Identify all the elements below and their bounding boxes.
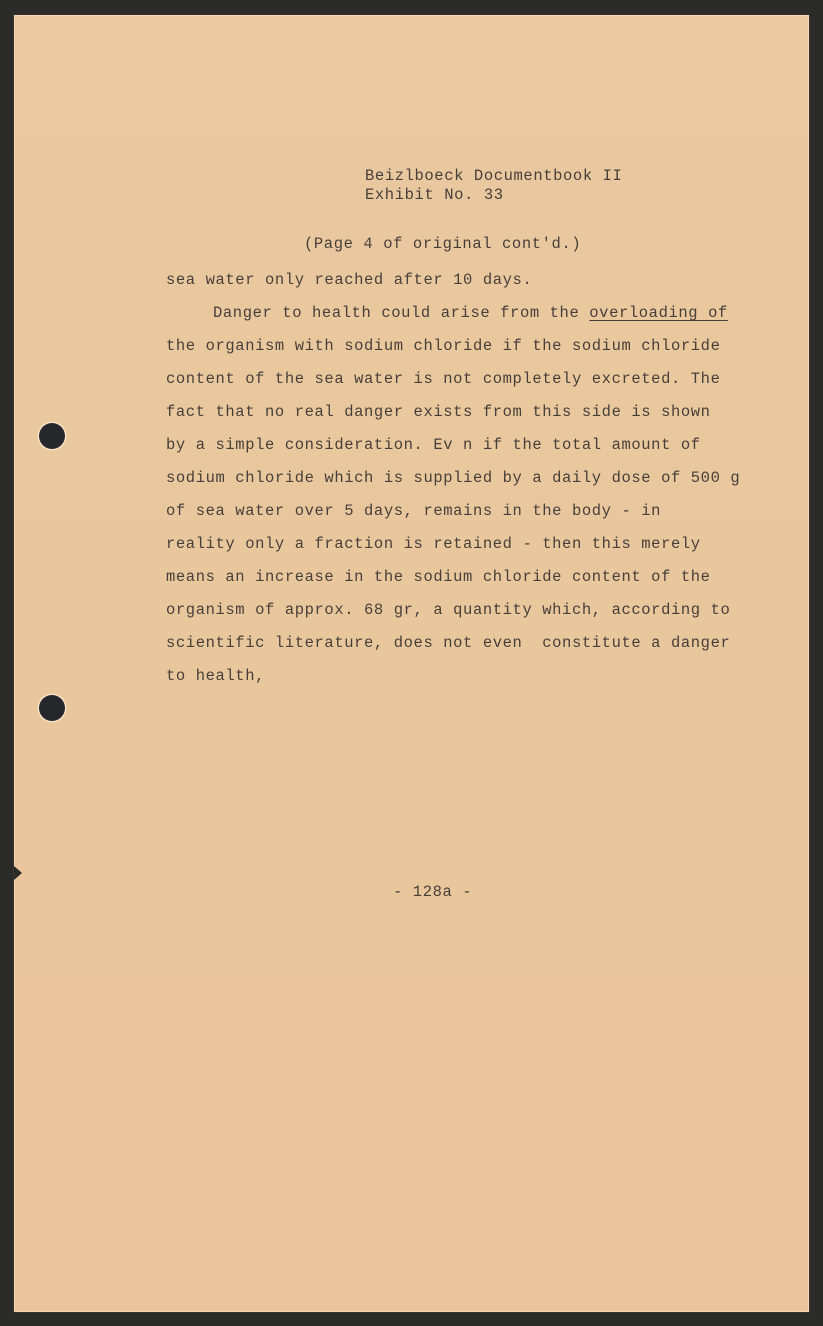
body-line-3: the organism with sodium chloride if the sodium chloride — [166, 337, 721, 355]
documentbook-title: Beizlboeck Documentbook II — [365, 167, 623, 185]
body-line-9: reality only a fraction is retained - then this merely — [166, 535, 701, 553]
body-line-4: content of the sea water is not completely excreted. The — [166, 370, 721, 388]
body-line-13: to health, — [166, 667, 266, 685]
edge-tear-mark — [14, 866, 22, 880]
body-line-2 — [213, 304, 728, 322]
body-line-11: organism of approx. 68 gr, a quantity which, according to — [166, 601, 731, 619]
punch-hole-top — [39, 423, 65, 449]
body-line-8: of sea water over 5 days, remains in the body - in — [166, 502, 662, 520]
body-line-12: scientific literature, does not even constitute a danger — [166, 634, 731, 652]
body-line-6: by a simple consideration. Ev n if the total amount of — [166, 436, 701, 454]
continuation-note: (Page 4 of original cont'd.) — [304, 235, 582, 253]
punch-hole-bottom — [39, 695, 65, 721]
body-line-7: sodium chloride which is supplied by a daily dose of 500 g — [166, 469, 741, 487]
underlined-phrase: overloading of — [589, 304, 728, 322]
body-line-10: means an increase in the sodium chloride content of the — [166, 568, 711, 586]
body-line-5: fact that no real danger exists from this side is shown — [166, 403, 711, 421]
document-page — [14, 15, 809, 1312]
body-line-1: sea water only reached after 10 days. — [166, 271, 533, 289]
page-number: - 128a - — [393, 883, 473, 901]
body-line-2-text: Danger to health could arise from the — [213, 304, 590, 322]
exhibit-number: Exhibit No. 33 — [365, 186, 504, 204]
